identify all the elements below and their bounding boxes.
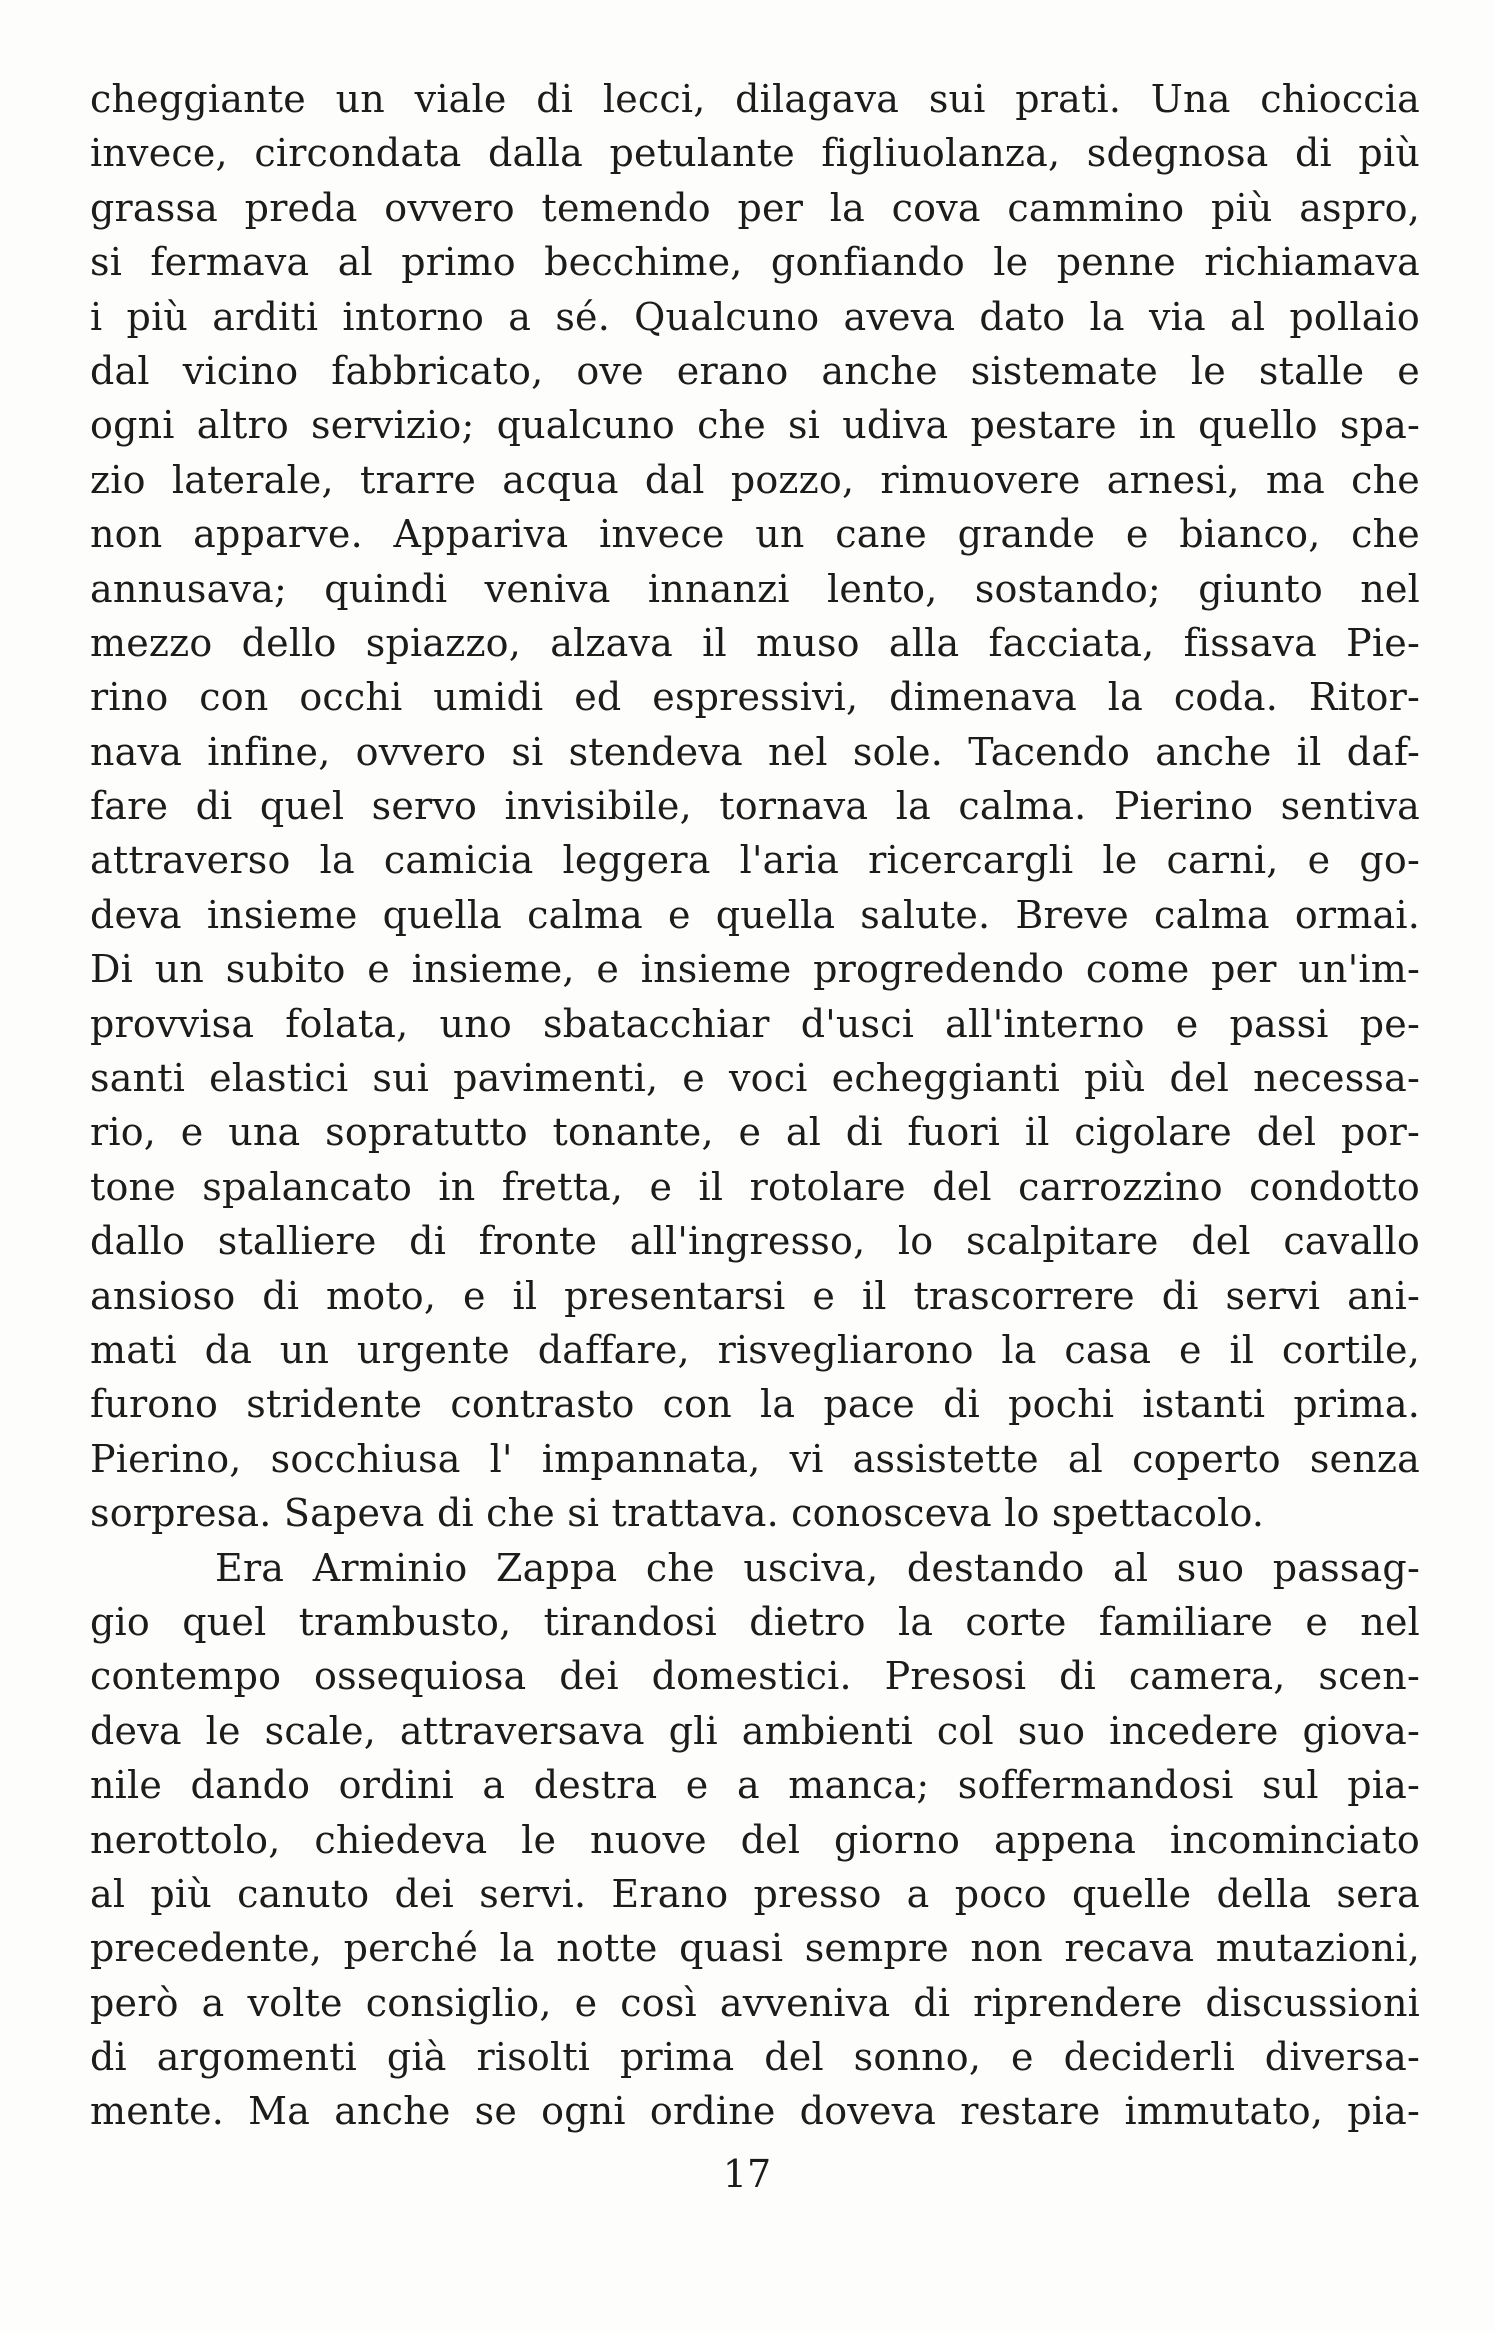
paragraph-end-line: sorpresa. Sapeva di che si trattava. conosceva lo spettacolo. <box>90 1491 1265 1536</box>
text-line: contempo ossequiosa dei domestici. Presosi di camera, scen- <box>90 1654 1420 1699</box>
text-line: nava infine, ovvero si stendeva nel sole. Tacendo anche il daf- <box>90 729 1420 774</box>
text-line: deva insieme quella calma e quella salute. Breve calma ormai. <box>90 892 1420 937</box>
paragraph-start-line: Era Arminio Zappa che usciva, destando al suo passag- <box>215 1545 1420 1590</box>
text-line: dal vicino fabbricato, ove erano anche sistemate le stalle e <box>90 348 1420 393</box>
text-line: deva le scale, attraversava gli ambienti col suo incedere giova- <box>90 1708 1420 1753</box>
text-line: tone spalancato in fretta, e il rotolare del carrozzino condotto <box>90 1164 1420 1209</box>
text-line: furono stridente contrasto con la pace di pochi istanti prima. <box>90 1382 1420 1427</box>
text-line: annusava; quindi veniva innanzi lento, sostando; giunto nel <box>90 566 1420 611</box>
text-line: invece, circondata dalla petulante figliuolanza, sdegnosa di più <box>90 131 1420 176</box>
text-line: nile dando ordini a destra e a manca; soffermandosi sul pia- <box>90 1763 1420 1808</box>
text-line: attraverso la camicia leggera l'aria ricercargli le carni, e go- <box>90 838 1420 883</box>
text-line: si fermava al primo becchime, gonfiando le penne richiamava <box>90 240 1420 285</box>
text-line: mezzo dello spiazzo, alzava il muso alla facciata, fissava Pie- <box>90 620 1420 665</box>
text-line: rio, e una sopratutto tonante, e al di fuori il cigolare del por- <box>90 1110 1420 1155</box>
text-line: dallo stalliere di fronte all'ingresso, lo scalpitare del cavallo <box>90 1219 1420 1264</box>
text-line: però a volte consiglio, e così avveniva di riprendere discussioni <box>90 1980 1420 2025</box>
text-line: cheggiante un viale di lecci, dilagava sui prati. Una chioccia <box>90 77 1420 121</box>
text-line: fare di quel servo invisibile, tornava la calma. Pierino sentiva <box>90 784 1420 829</box>
body-text <box>90 72 1420 2139</box>
text-line: precedente, perché la notte quasi sempre non recava mutazioni, <box>90 1926 1420 1971</box>
text-line: nerottolo, chiedeva le nuove del giorno appena incominciato <box>90 1817 1420 1862</box>
text-line: non apparve. Appariva invece un cane grande e bianco, che <box>90 512 1420 557</box>
text-line: mati da un urgente daffare, risvegliarono la casa e il cortile, <box>90 1327 1420 1372</box>
text-line: mente. Ma anche se ogni ordine doveva restare immutato, pia- <box>90 2089 1420 2134</box>
text-line: gio quel trambusto, tirandosi dietro la corte familiare e nel <box>90 1599 1420 1644</box>
text-line: Di un subito e insieme, e insieme progredendo come per un'im- <box>90 947 1420 992</box>
text-line: di argomenti già risolti prima del sonno, e deciderli diversa- <box>90 2035 1420 2080</box>
page-number: 17 <box>722 2152 772 2196</box>
text-line: al più canuto dei servi. Erano presso a poco quelle della sera <box>90 1871 1420 1916</box>
text-line: Pierino, socchiusa l' impannata, vi assistette al coperto senza <box>90 1436 1420 1481</box>
text-line: ansioso di moto, e il presentarsi e il trascorrere di servi ani- <box>90 1273 1420 1318</box>
text-line: grassa preda ovvero temendo per la cova cammino più aspro, <box>90 185 1420 230</box>
text-line: ogni altro servizio; qualcuno che si udiva pestare in quello spa- <box>90 403 1420 448</box>
text-line: santi elastici sui pavimenti, e voci echeggianti più del necessa- <box>90 1056 1420 1101</box>
text-line: zio laterale, trarre acqua dal pozzo, rimuovere arnesi, ma che <box>90 457 1420 502</box>
text-line: provvisa folata, uno sbatacchiar d'usci all'interno e passi pe- <box>90 1001 1420 1046</box>
text-line: i più arditi intorno a sé. Qualcuno aveva dato la via al pollaio <box>90 294 1420 339</box>
text-line: rino con occhi umidi ed espressivi, dimenava la coda. Ritor- <box>90 675 1420 720</box>
